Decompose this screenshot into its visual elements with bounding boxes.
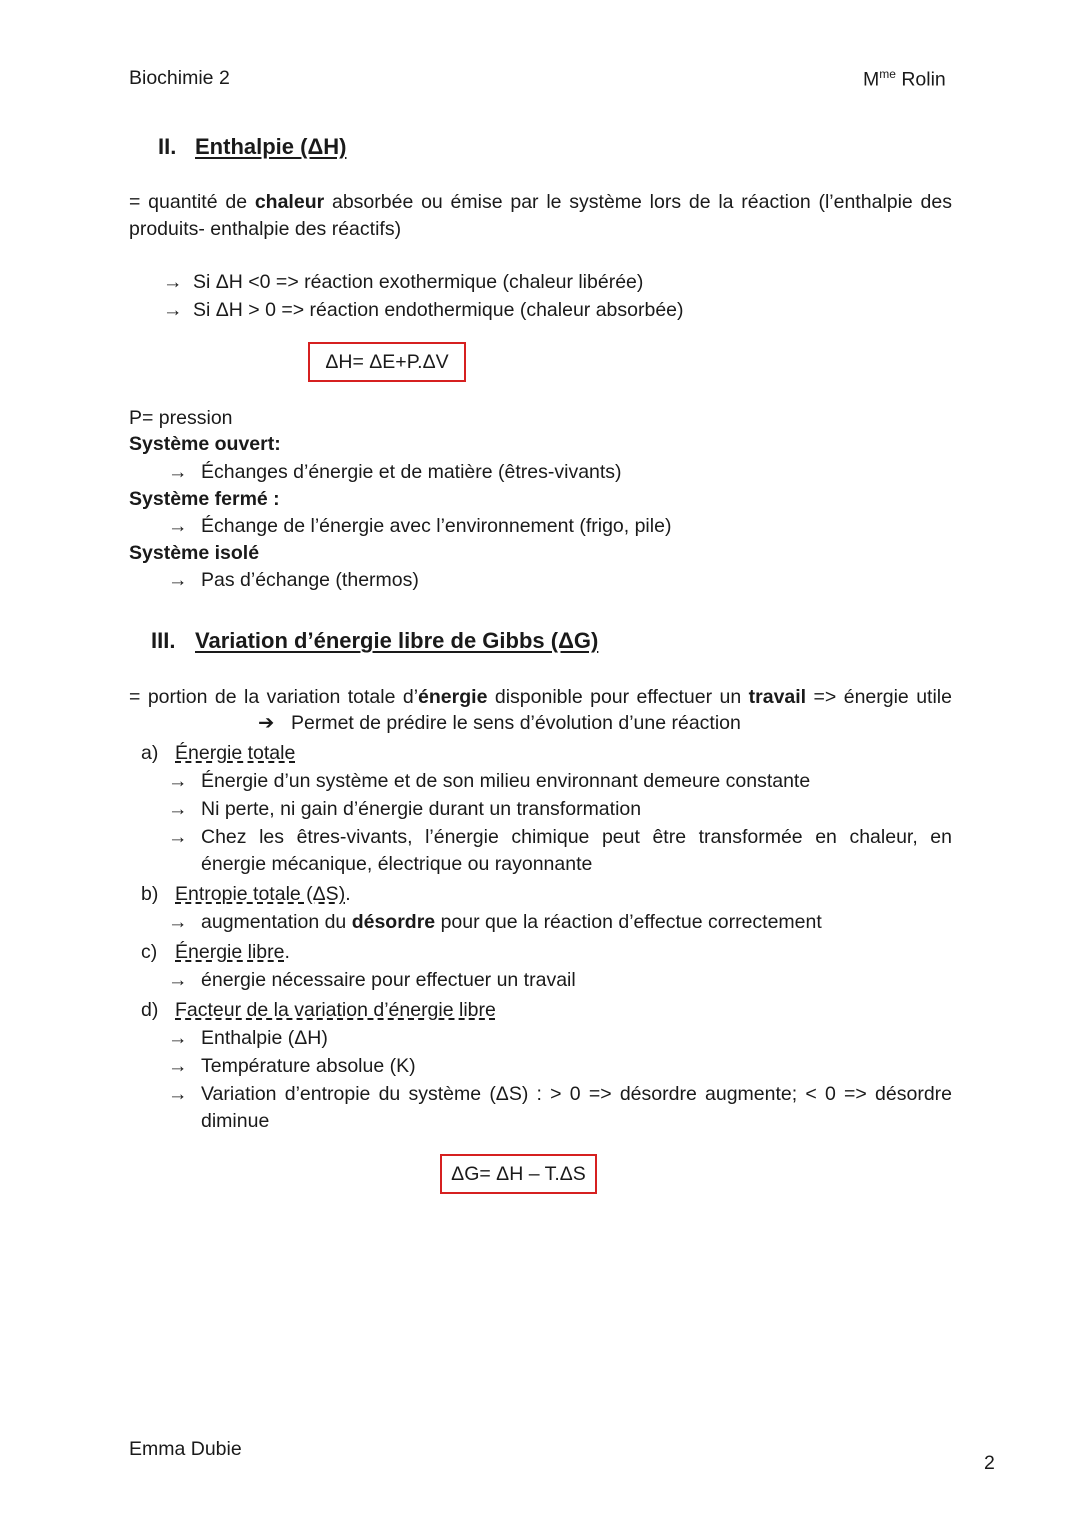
list-item: → Chez les êtres-vivants, l’énergie chimique peut être transformée en chaleur, en énergie mécanique, électrique ou rayonnante <box>168 826 952 875</box>
page-number: 2 <box>984 1452 995 1474</box>
list-item: → Ni perte, ni gain d’énergie durant un transformation <box>168 796 641 823</box>
arrow-icon: → <box>168 1055 188 1077</box>
subsection-a-heading: a) Énergie totale <box>141 742 296 764</box>
arrow-icon: → <box>163 271 183 293</box>
arrow-icon: → <box>168 798 188 820</box>
arrow-icon: → <box>168 515 188 537</box>
open-system-label: Système ouvert: <box>129 433 281 455</box>
header-teacher: $M^{me}$ Rolin <box>863 67 946 91</box>
section-3-definition: = portion de la variation totale d’énergie disponible pour effectuer un travail => énergie utile <box>129 686 952 708</box>
arrow-icon: → <box>163 299 183 321</box>
list-item: → Si ΔH <0 => réaction exothermique (chaleur libérée) <box>163 269 643 296</box>
list-item: → augmentation du désordre pour que la réaction d’effectue correctement <box>168 909 822 936</box>
enthalpy-formula-box: ΔH= ΔE+P.ΔV <box>308 342 466 382</box>
section-2-heading: II. Enthalpie (ΔH) <box>158 134 347 159</box>
bold-arrow-icon: ➔ <box>258 712 275 734</box>
list-item: → Enthalpie (ΔH) <box>168 1025 328 1052</box>
list-item: → Si ΔH > 0 => réaction endothermique (chaleur absorbée) <box>163 297 684 324</box>
subsection-b-heading: b) Entropie totale (ΔS). <box>141 883 351 905</box>
list-item: → Pas d’échange (thermos) <box>168 567 419 594</box>
arrow-icon: → <box>168 969 188 991</box>
list-item: → Température absolue (K) <box>168 1053 416 1080</box>
section-3-implication: ➔ Permet de prédire le sens d’évolution d’une réaction <box>258 710 741 737</box>
closed-system-label: Système fermé : <box>129 488 280 510</box>
pressure-definition: P= pression <box>129 407 233 429</box>
arrow-icon: → <box>168 911 188 933</box>
section-2-definition-cont: produits- enthalpie des réactifs) <box>129 218 402 240</box>
subsection-d-heading: d) Facteur de la variation d’énergie libre <box>141 999 496 1021</box>
arrow-icon: → <box>168 1083 188 1105</box>
arrow-icon: → <box>168 826 188 848</box>
footer-author: Emma Dubie <box>129 1438 242 1460</box>
gibbs-formula-box: ΔG= ΔH – T.ΔS <box>440 1154 597 1194</box>
isolated-system-label: Système isolé <box>129 542 260 564</box>
subsection-c-heading: c) Énergie libre. <box>141 941 290 963</box>
list-item: → Énergie d’un système et de son milieu environnant demeure constante <box>168 768 810 795</box>
list-item: → Échange de l’énergie avec l’environnement (frigo, pile) <box>168 513 671 540</box>
header-subject: Biochimie 2 <box>129 67 230 89</box>
arrow-icon: → <box>168 770 188 792</box>
list-item: → Échanges d’énergie et de matière (êtres-vivants) <box>168 459 622 486</box>
arrow-icon: → <box>168 461 188 483</box>
section-2-definition: = quantité de chaleur absorbée ou émise par le système lors de la réaction (l’enthalpie des <box>129 191 952 213</box>
list-item: → énergie nécessaire pour effectuer un travail <box>168 967 576 994</box>
list-item: → Variation d’entropie du système (ΔS) : > 0 => désordre augmente; < 0 => désordre diminue <box>168 1083 952 1132</box>
arrow-icon: → <box>168 569 188 591</box>
section-3-heading: III. Variation d’énergie libre de Gibbs (ΔG) <box>151 628 599 653</box>
arrow-icon: → <box>168 1027 188 1049</box>
